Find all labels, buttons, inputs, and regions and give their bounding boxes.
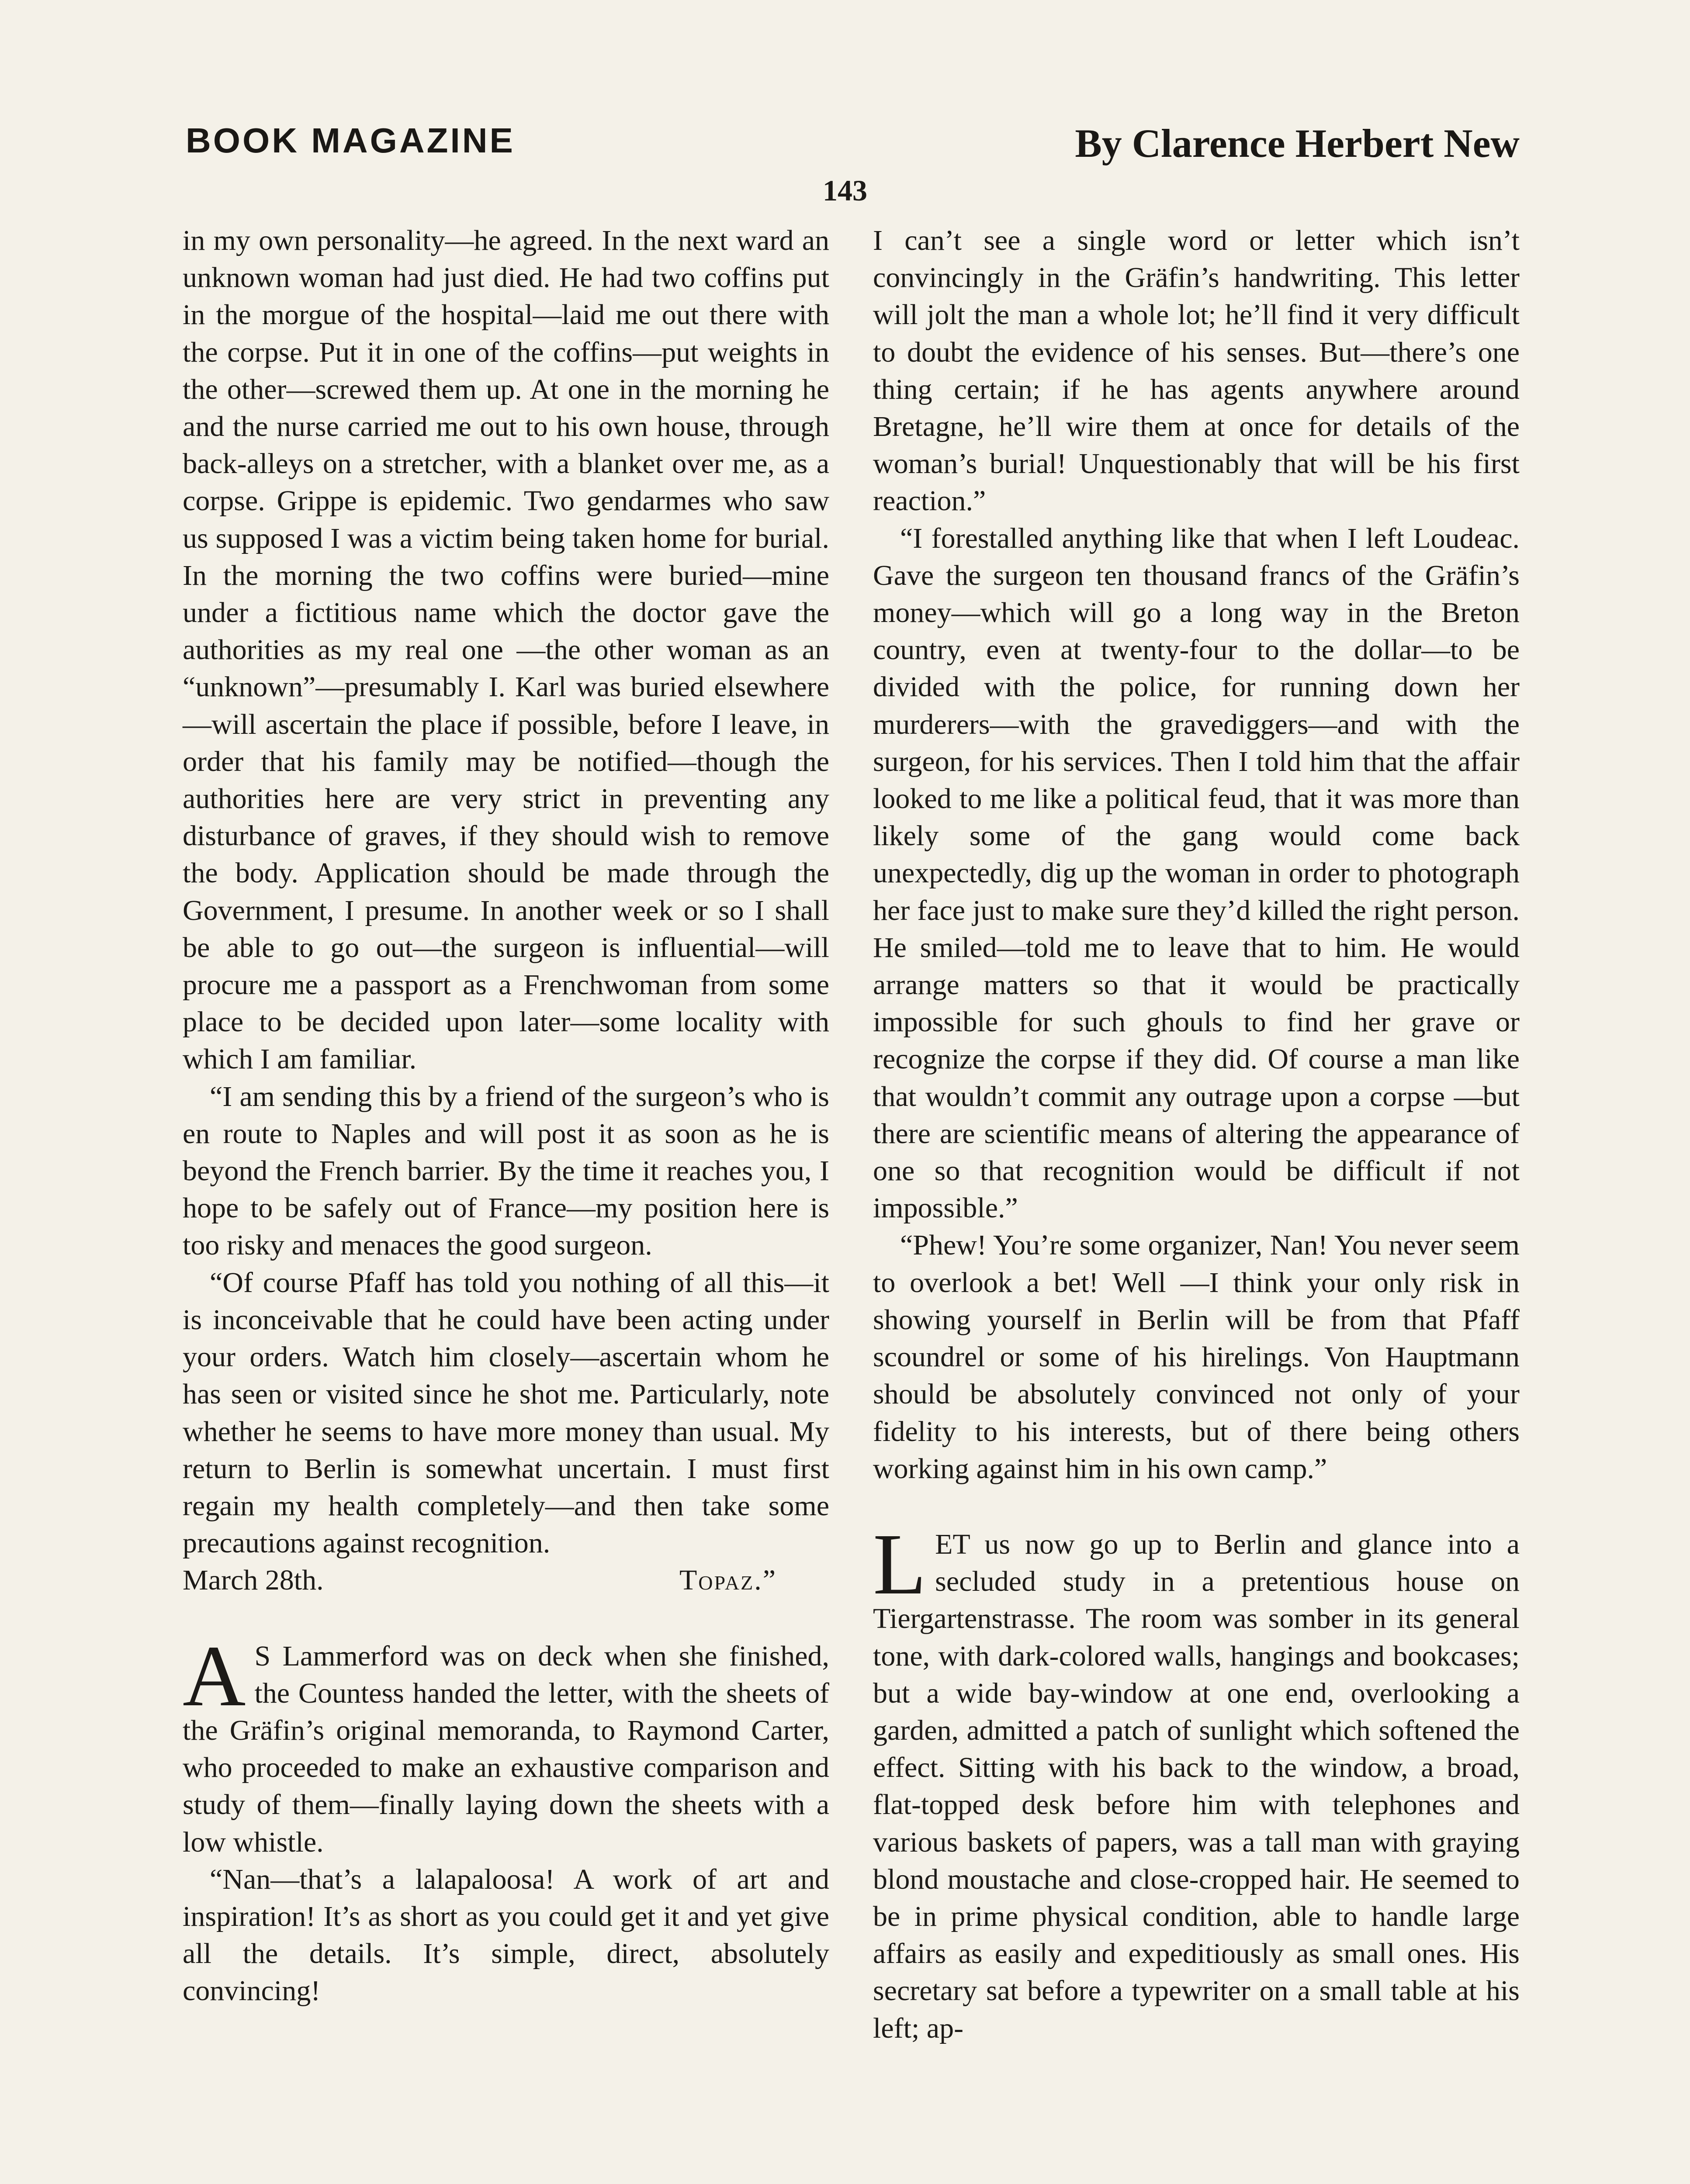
right-paragraph-4-text: ET us now go up to Berlin and glance into a secluded study in a pretentious house on Tiergartenstrasse. The room was somber in its general tone, with dark-colored walls, hangings and bookcases; but a wide bay-window at one end, overlooking a garden, admitted a patch of sunlight which softened the effect. Sitting with his back to the window, a broad, flat-topped desk before him with telephones and various baskets of papers, was a tall man with graying blond moustache and close-cropped hair. He seemed to be in prime physical condition, able to handle large affairs as easily and expeditiously as small ones. His secretary sat before a typewriter on a small table at his left; ap- <box>873 1528 1520 2044</box>
running-head-left: BOOK MAGAZINE <box>186 121 515 160</box>
left-paragraph-2: “I am sending this by a friend of the surgeon’s who is en route to Naples and will post it as soon as he is beyond the French barrier. By the time it reaches you, I hope to be safely out of France—my position here is too risky and menaces the good surgeon. <box>183 1080 829 1261</box>
right-paragraph-2: “I forestalled anything like that when I left Loudeac. Gave the surgeon ten thousand francs of the Gräfin’s money—which will go a long way in the Breton country, even at twenty-four to the dollar—to be divided with the police, for running down her murderers—with the gravediggers—and with the surgeon, for his services. Then I told him that the affair looked to me like a political feud, that it was more than likely some of the gang would come back unexpectedly, dig up the woman in order to photograph her face just to make sure they’d killed the right person. He smiled—told me to leave that to him. He would arrange matters so that it would be practically impossible for such ghouls to find her grave or recognize the corpse if they did. Of course a man like that wouldn’t commit any outrage upon a corpse —but there are scientific means of altering the appearance of one so that recognition would be difficult if not impossible.” <box>873 522 1520 1224</box>
letter-signature: Topaz.” <box>679 1564 777 1597</box>
left-paragraph-4 <box>183 1628 829 1861</box>
drop-cap-l: L <box>873 1516 927 1613</box>
right-column <box>873 222 1520 2047</box>
left-paragraph-5: “Nan—that’s a lalapaloosa! A work of art and inspiration! It’s as short as you could get it and yet give all the details. It’s simple, direct, absolutely convincing! <box>183 1863 829 2007</box>
section-break <box>873 1487 1520 1526</box>
left-paragraph-4-text: S Lammerford was on deck when she finished, the Countess handed the letter, with the sheets of the Gräfin’s original memoranda, to Raymond Carter, who proceeded to make an exhaustive comparison and study of them—finally laying down the sheets with a low whistle. <box>183 1640 829 1858</box>
right-paragraph-1: I can’t see a single word or letter which isn’t convincingly in the Gräfin’s handwriting. This letter will jolt the man a whole lot; he’ll find it very difficult to doubt the evidence of his senses. But—there’s one thing certain; if he has agents anywhere around Bretagne, he’ll wire them at once for details of the woman’s burial! Unquestionably that will be his first reaction.” <box>873 225 1520 517</box>
left-column <box>183 222 829 2010</box>
section-break <box>183 1599 829 1638</box>
right-paragraph-4 <box>873 1516 1520 2047</box>
left-paragraph-3: “Of course Pfaff has told you nothing of all this—it is inconceivable that he could have been acting under your orders. Watch him closely—ascertain whom he has seen or visited since he shot me. Particularly, note whether he seems to have more money than usual. My return to Berlin is somewhat uncertain. I must first regain my health completely—and then take some precautions against recognition. <box>183 1266 829 1559</box>
letter-signoff <box>183 1562 829 1599</box>
page-number: 143 <box>823 174 867 207</box>
drop-cap-a: A <box>183 1628 246 1724</box>
right-paragraph-3: “Phew! You’re some organizer, Nan! You never seem to overlook a bet! Well —I think your only risk in showing yourself in Berlin will be from that Pfaff scoundrel or some of his hirelings. Von Hauptmann should be absolutely convinced not only of your fidelity to his interests, but of there being others working against him in his own camp.” <box>873 1229 1520 1485</box>
left-paragraph-1: in my own personality—he agreed. In the next ward an unknown woman had just died. He had two coffins put in the morgue of the hospital—laid me out there with the corpse. Put it in one of the coffins—put weights in the other—screwed them up. At one in the morning he and the nurse carried me out to his own house, through back-alleys on a stretcher, with a blanket over me, as a corpse. Grippe is epidemic. Two gendarmes who saw us supposed I was a victim being taken home for burial. In the morning the two coffins were buried—mine under a fictitious name which the doctor gave the authorities as my real one —the other woman as an “unknown”—presumably I. Karl was buried elsewhere —will ascertain the place if possible, before I leave, in order that his family may be notified—though the authorities here are very strict in preventing any disturbance of graves, if they should wish to remove the body. Application should be made through the Government, I presume. In another week or so I shall be able to go out—the surgeon is influential—will procure me a passport as a Frenchwoman from some place to be decided upon later—some locality with which I am familiar. <box>183 225 829 1075</box>
running-head-right: By Clarence Herbert New <box>1075 121 1520 166</box>
letter-date: March 28th. <box>183 1564 324 1597</box>
